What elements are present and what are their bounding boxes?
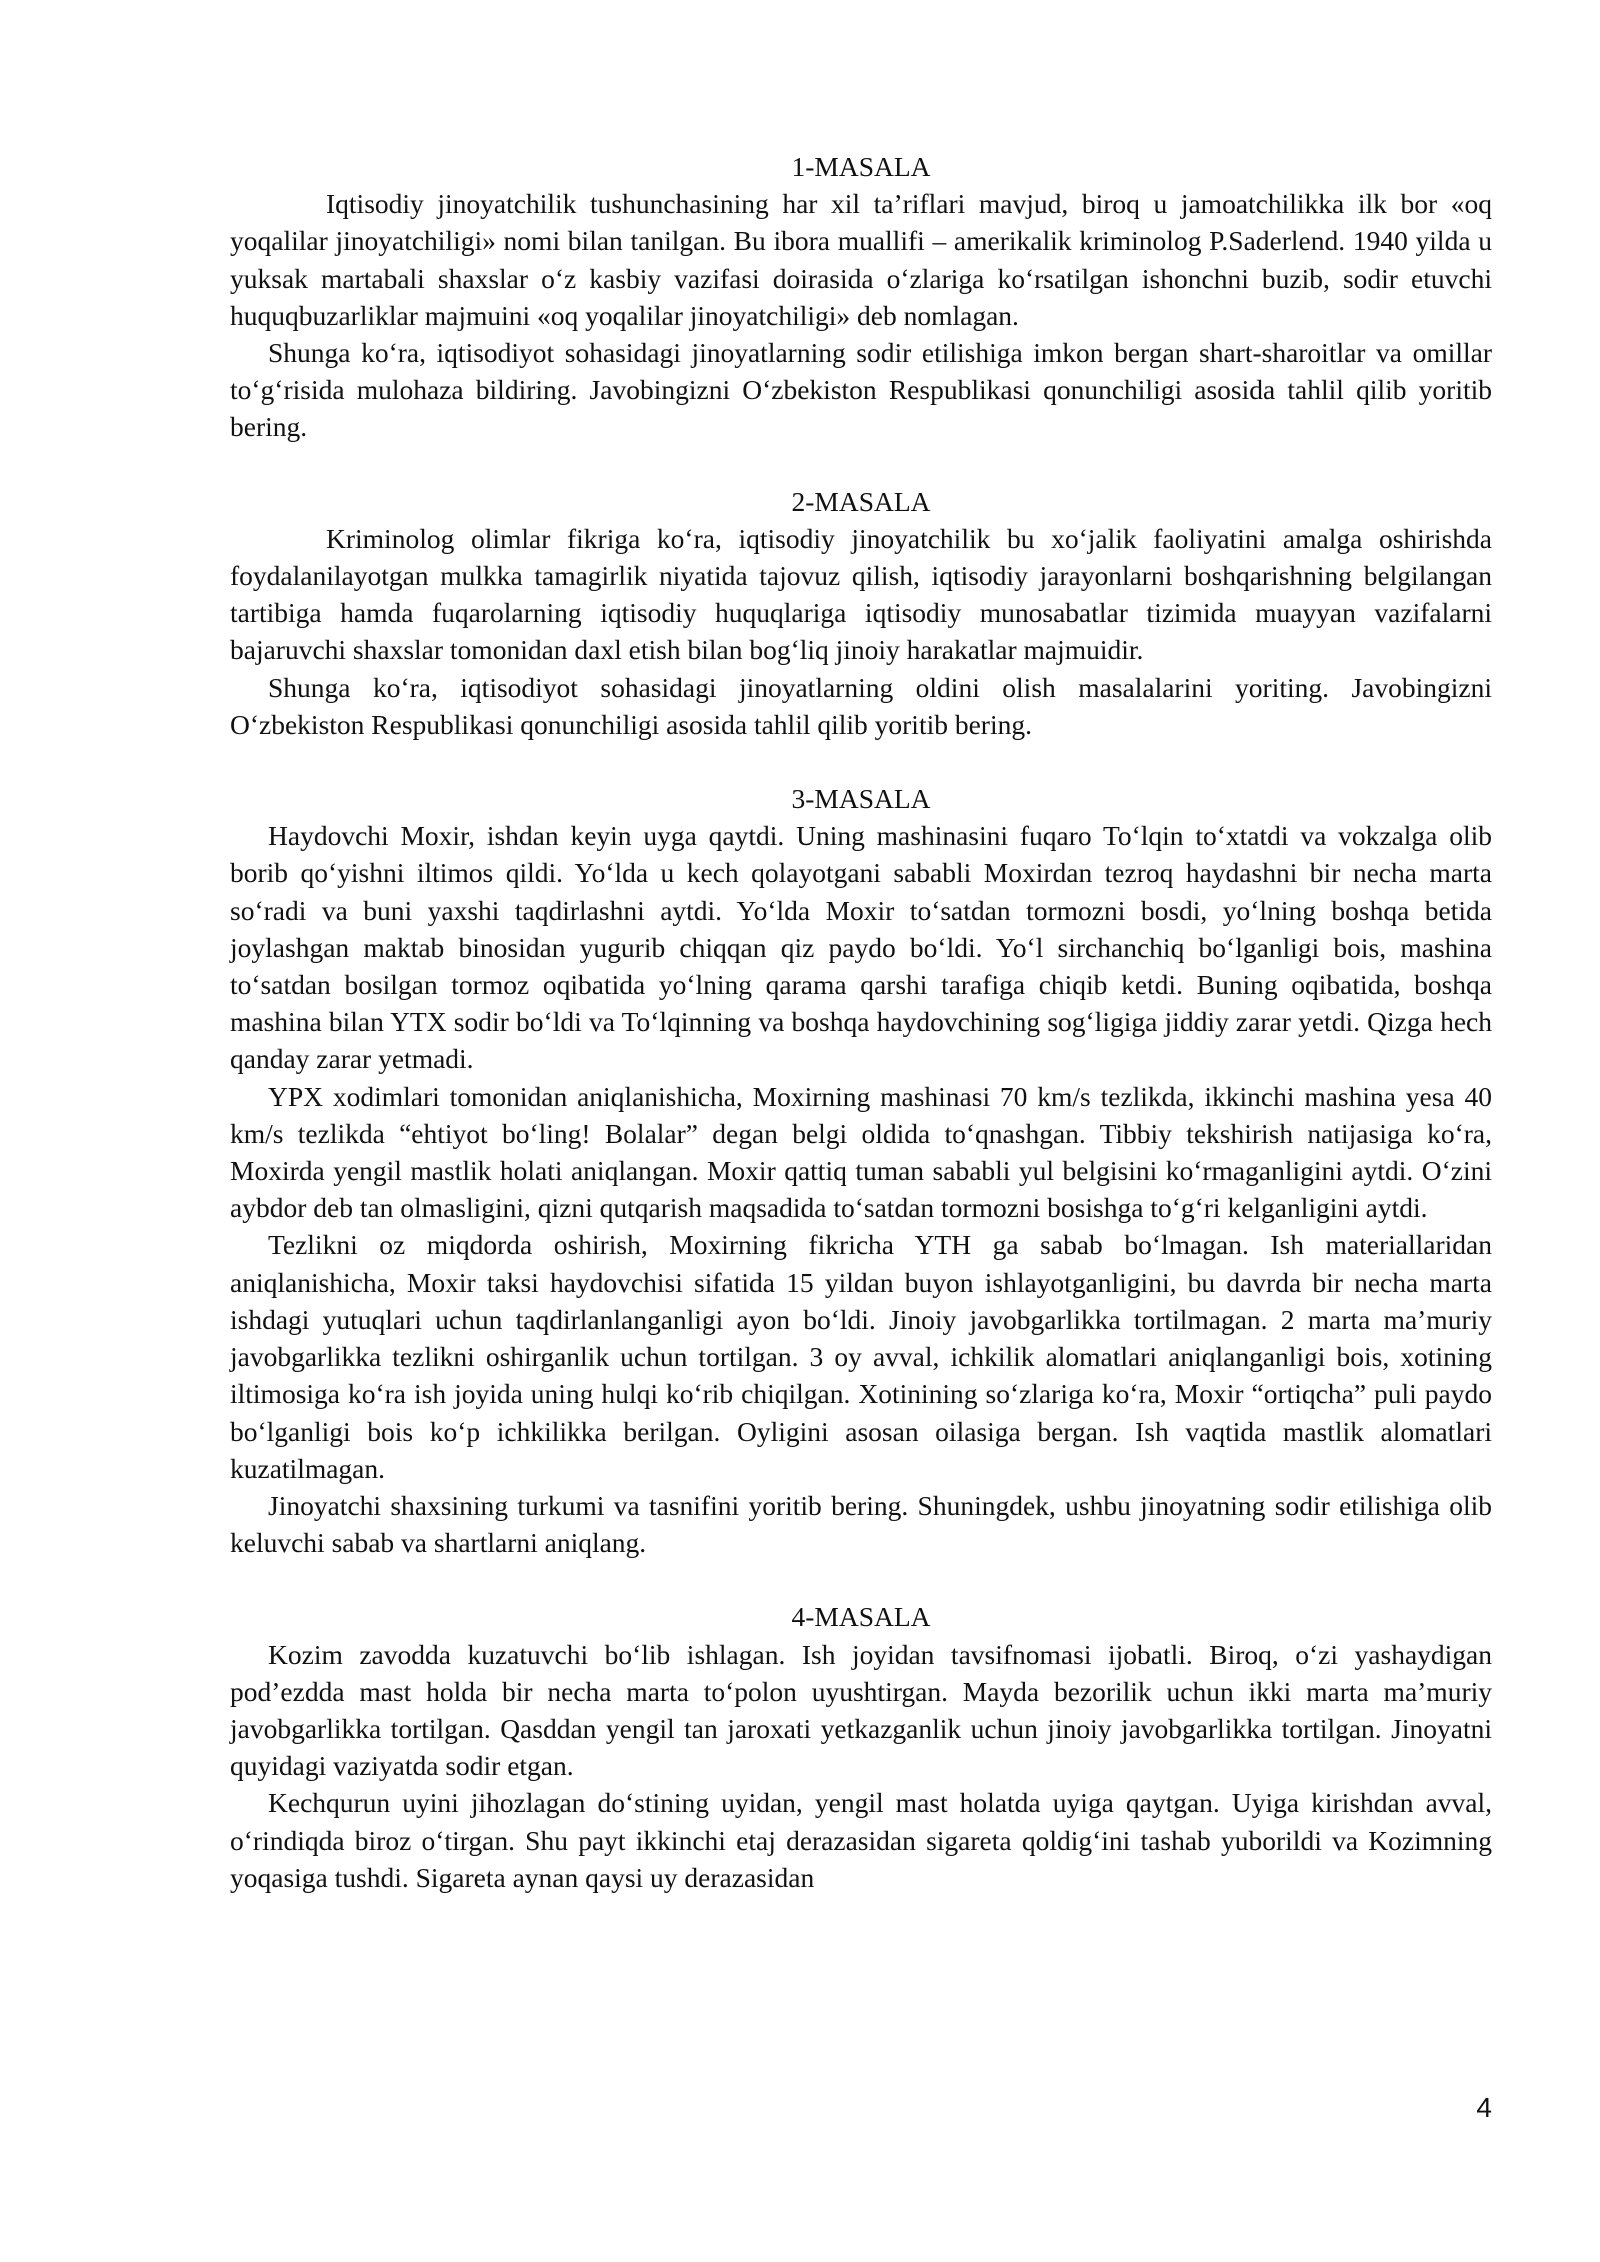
paragraph: Haydovchi Moxir, ishdan keyin uyga qaytdi. Uning mashinasini fuqaro To‘lqin to‘xtatdi va vokzalga olib borib qo‘yishni iltimos qildi. Yo‘lda u kech qolayotgani sababli Moxirdan tezroq haydashni bir necha marta so‘radi va buni yaxshi taqdirlashni aytdi. Yo‘lda Moxir to‘satdan tormozni bosdi, yo‘lning boshqa betida joylashgan maktab binosidan yugurib chiqqan qiz paydo bo‘ldi. Yo‘l sirchanchiq bo‘lganligi bois, mashina to‘satdan bosilgan tormoz oqibatida yo‘lning qarama qarshi tarafiga chiqib ketdi. Buning oqibatida, boshqa mashina bilan YTX sodir bo‘ldi va To‘lqinning va boshqa haydovchining sog‘ligiga jiddiy zarar yetdi. Qizga hech qanday zarar yetmadi. <box>230 820 1492 1075</box>
section-1 <box>230 148 1492 446</box>
paragraph: YPX xodimlari tomonidan aniqlanishicha, Moxirning mashinasi 70 km/s tezlikda, ikkinchi mashina yesa 40 km/s tezlikda “ehtiyot bo‘ling! Bolalar” degan belgi oldida to‘qnashgan. Tibbiy tekshirish natijasiga ko‘ra, Moxirda yengil mastlik holati aniqlangan. Moxir qattiq tuman sababli yul belgisini ko‘rmaganligini aytdi. O‘zini aybdor deb tan olmasligini, qizni qutqarish maqsadida to‘satdan tormozni bosishga to‘g‘ri kelganligini aytdi. <box>230 1080 1492 1224</box>
paragraph: Shunga ko‘ra, iqtisodiyot sohasidagi jinoyatlarning sodir etilishiga imkon bergan shart-sharoitlar va omillar to‘g‘risida mulohaza bildiring. Javobingizni O‘zbekiston Respublikasi qonunchiligi asosida tahlil qilib yoritib bering. <box>230 337 1492 443</box>
section-title: 3-MASALA <box>791 783 931 815</box>
paragraph: Tezlikni oz miqdorda oshirish, Moxirning fikricha YTH ga sabab bo‘lmagan. Ish materiallaridan aniqlanishicha, Moxir taksi haydovchisi sifatida 15 yildan buyon ishlayotganligini, bu davrda bir necha marta ishdagi yutuqlari uchun taqdirlanlanganligi ayon bo‘ldi. Jinoiy javobgarlikka tortilmagan. 2 marta ma’muriy javobgarlikka tezlikni oshirganlik uchun tortilgan. 3 oy avval, ichkilik alomatlari aniqlanganligi bois, xotining iltimosiga ko‘ra ish joyida uning hulqi ko‘rib chiqilgan. Xotinining so‘zlariga ko‘ra, Moxir “ortiqcha” puli paydo bo‘lganligi bois ko‘p ichkilikka berilgan. Oyligini asosan oilasiga bergan. Ish vaqtida mastlik alomatlari kuzatilmagan. <box>230 1229 1492 1484</box>
paragraph: Shunga ko‘ra, iqtisodiyot sohasidagi jinoyatlarning oldini olish masalalarini yoriting. Javobingizni O‘zbekiston Respublikasi qonunchiligi asosida tahlil qilib yoritib bering. <box>230 671 1492 740</box>
section-4 <box>230 1598 1492 1896</box>
page-number: 4 <box>1476 2092 1492 2123</box>
section-gap <box>230 743 1492 780</box>
section-title: 2-MASALA <box>791 485 931 517</box>
section-title: 1-MASALA <box>791 151 931 182</box>
section-gap <box>230 1561 1492 1598</box>
paragraph: Kechqurun uyini jihozlagan do‘stining uyidan, yengil mast holatda uyiga qaytgan. Uyiga kirishdan avval, o‘rindiqda biroz o‘tirgan. Shu payt ikkinchi etaj derazasidan sigareta qoldig‘ini tashab yuborildi va Kozimning yoqasiga tushdi. Sigareta aynan qaysi uy derazasidan <box>230 1787 1492 1893</box>
section-gap <box>230 446 1492 483</box>
paragraph: Kozim zavodda kuzatuvchi bo‘lib ishlagan. Ish joyidan tavsifnomasi ijobatli. Biroq, o‘zi yashaydigan pod’ezdda mast holda bir necha marta to‘polon uyushtirgan. Mayda bezorilik uchun ikki marta ma’muriy javobgarlikka tortilgan. Qasddan yengil tan jaroxati yetkazganlik uchun jinoiy javobgarlikka tortilgan. Jinoyatni quyidagi vaziyatda sodir etgan. <box>230 1638 1492 1782</box>
section-2 <box>230 483 1492 743</box>
paragraph: Jinoyatchi shaxsining turkumi va tasnifini yoritib bering. Shuningdek, ushbu jinoyatning sodir etilishiga olib keluvchi sabab va shartlarni aniqlang. <box>230 1489 1492 1559</box>
paragraph: Kriminolog olimlar fikriga ko‘ra, iqtisodiy jinoyatchilik bu xo‘jalik faoliyatini amalga oshirishda foydalanilayotgan mulkka tamagirlik niyatida tajovuz qilish, iqtisodiy jarayonlarni boshqarishning belgilangan tartibiga hamda fuqarolarning iqtisodiy huquqlariga iqtisodiy munosabatlar tizimida muayyan vazifalarni bajaruvchi shaxslar tomonidan daxl etish bilan bog‘liq jinoiy harakatlar majmuidir. <box>230 522 1492 666</box>
document-page <box>230 148 1492 1896</box>
section-3 <box>230 780 1492 1561</box>
section-title: 4-MASALA <box>791 1601 931 1633</box>
paragraph: Iqtisodiy jinoyatchilik tushunchasining har xil ta’riflari mavjud, biroq u jamoatchilikka ilk bor «oq yoqalilar jinoyatchiligi» nomi bilan tanilgan. Bu ibora muallifi – amerikalik kriminolog P.Saderlend. 1940 yilda u yuksak martabali shaxslar o‘z kasbiy vazifasi doirasida o‘zlariga ko‘rsatilgan ishonchni buzib, sodir etuvchi huquqbuzarliklar majmuini «oq yoqalilar jinoyatchiligi» deb nomlagan. <box>230 188 1492 331</box>
